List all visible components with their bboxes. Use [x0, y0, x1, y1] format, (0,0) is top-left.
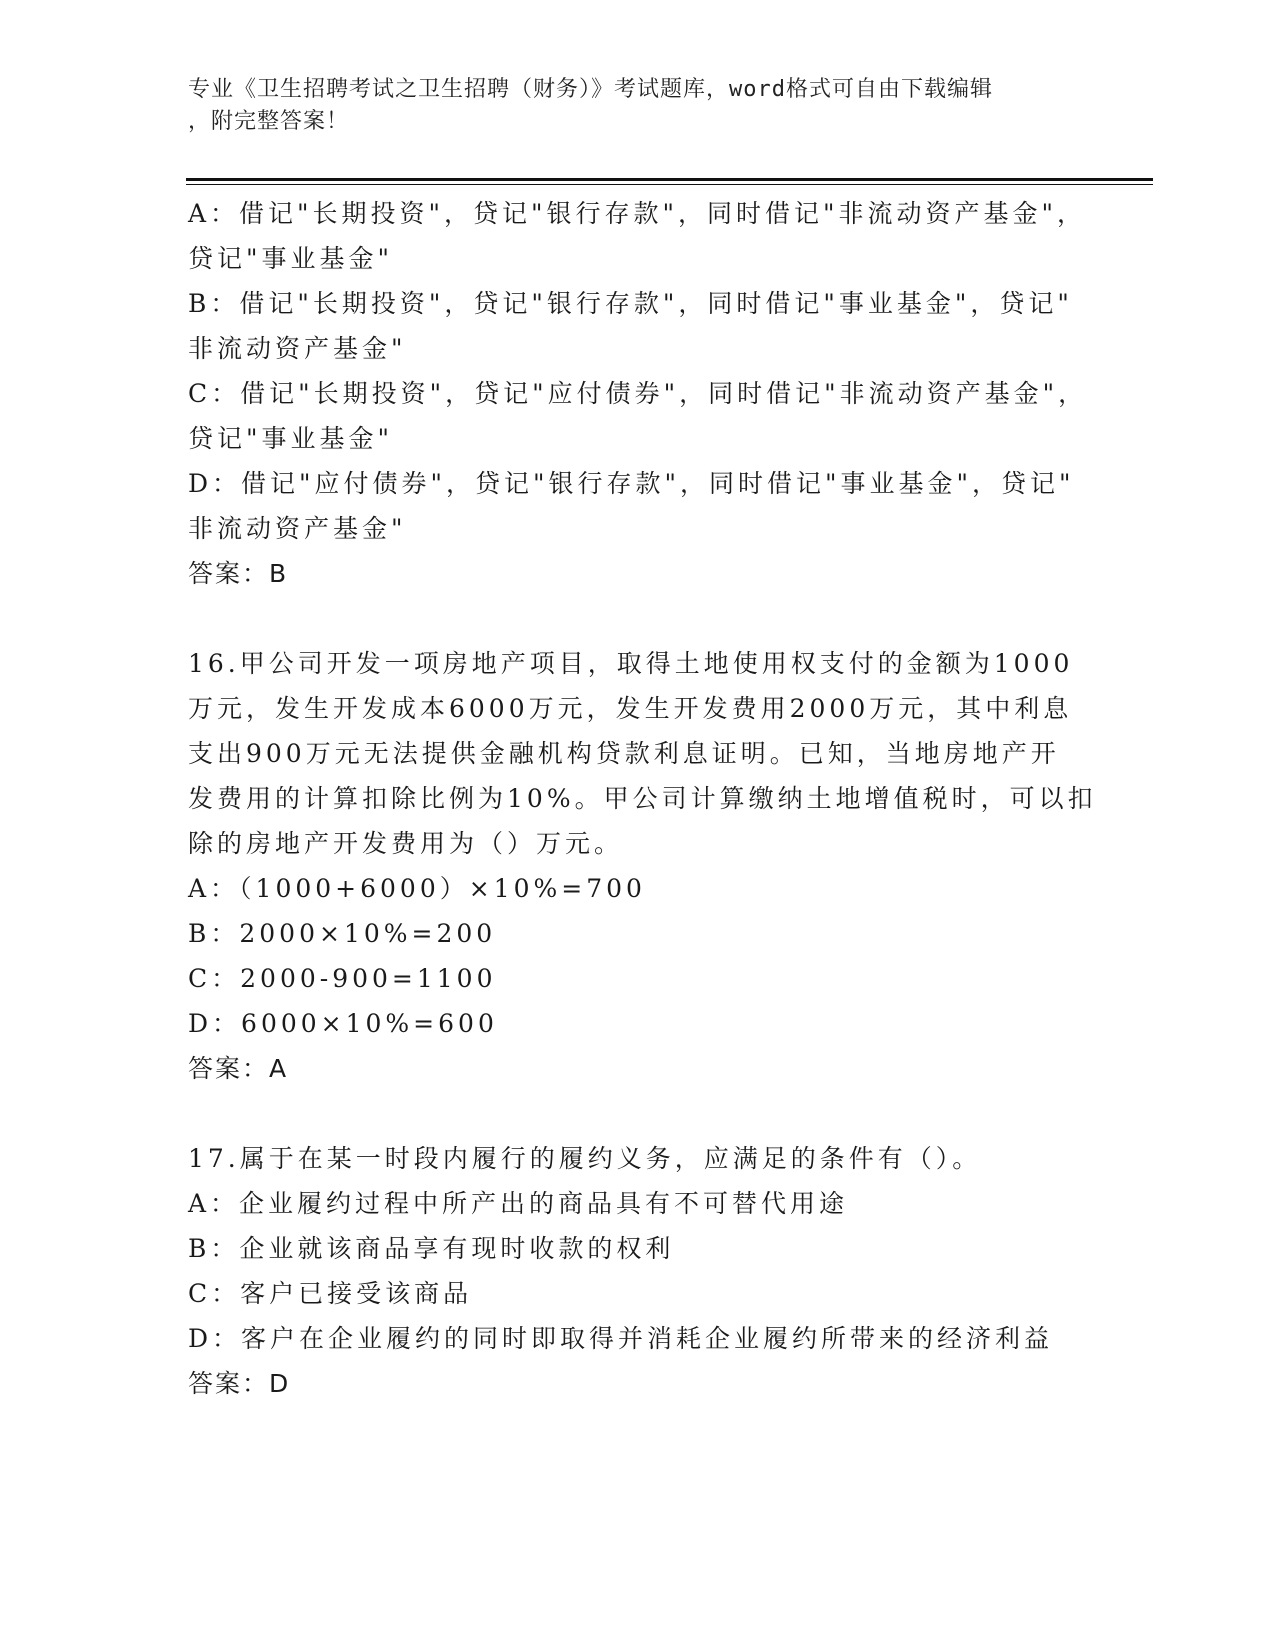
option-c: C：2000-900=1100: [188, 964, 497, 993]
option-a-line-1: A：借记"长期投资"，贷记"银行存款"，同时借记"非流动资产基金"，: [188, 199, 1087, 228]
question-stem-line-2: 万元，发生开发成本6000万元，发生开发费用2000万元，其中利息: [188, 694, 1073, 723]
question-17: [188, 1136, 1088, 1406]
header-line-2: ，附完整答案！: [188, 109, 350, 134]
option-c: C：客户已接受该商品: [188, 1279, 473, 1308]
option-d-line-1: D：借记"应付债券"，贷记"银行存款"，同时借记"事业基金"，贷记": [188, 469, 1075, 498]
question-15: [188, 191, 1088, 596]
header-line-1: 专业《卫生招聘考试之卫生招聘（财务）》考试题库，word格式可自由下载编辑: [188, 77, 993, 102]
option-d: D：6000×10%=600: [188, 1009, 498, 1038]
option-b-line-1: B：借记"长期投资"，贷记"银行存款"，同时借记"事业基金"，贷记": [188, 289, 1073, 318]
question-stem-line-3: 支出900万元无法提供金融机构贷款利息证明。已知，当地房地产开: [188, 739, 1060, 768]
option-b: B：企业就该商品享有现时收款的权利: [188, 1234, 675, 1263]
answer-label: 答案：D: [188, 1369, 291, 1398]
document-header: [188, 74, 1068, 138]
question-spacer: [188, 1091, 1088, 1136]
question-16: [188, 641, 1097, 1091]
header-divider-thin: [186, 184, 1153, 185]
answer-label: 答案：B: [188, 559, 289, 588]
question-stem-line-5: 除的房地产开发费用为（）万元。: [188, 829, 624, 858]
answer-label: 答案：A: [188, 1054, 289, 1083]
header-divider-thick: [186, 178, 1153, 181]
option-d-line-2: 非流动资产基金": [188, 514, 407, 543]
option-a: A：（1000+6000）×10%=700: [188, 874, 646, 903]
option-c-line-2: 贷记"事业基金": [188, 424, 393, 453]
option-a: A：企业履约过程中所产出的商品具有不可替代用途: [188, 1189, 849, 1218]
option-c-line-1: C：借记"长期投资"，贷记"应付债券"，同时借记"非流动资产基金"，: [188, 379, 1088, 408]
question-spacer: [188, 596, 1088, 641]
question-stem: 17.属于在某一时段内履行的履约义务，应满足的条件有（）。: [188, 1144, 982, 1173]
question-body: [188, 191, 1097, 1406]
option-d: D：客户在企业履约的同时即取得并消耗企业履约所带来的经济利益: [188, 1324, 1054, 1353]
question-stem-line-1: 16.甲公司开发一项房地产项目，取得土地使用权支付的金额为1000: [188, 649, 1074, 678]
option-b: B：2000×10%=200: [188, 919, 497, 948]
question-stem-line-4: 发费用的计算扣除比例为10%。甲公司计算缴纳土地增值税时，可以扣: [188, 784, 1097, 813]
option-b-line-2: 非流动资产基金": [188, 334, 407, 363]
option-a-line-2: 贷记"事业基金": [188, 244, 393, 273]
